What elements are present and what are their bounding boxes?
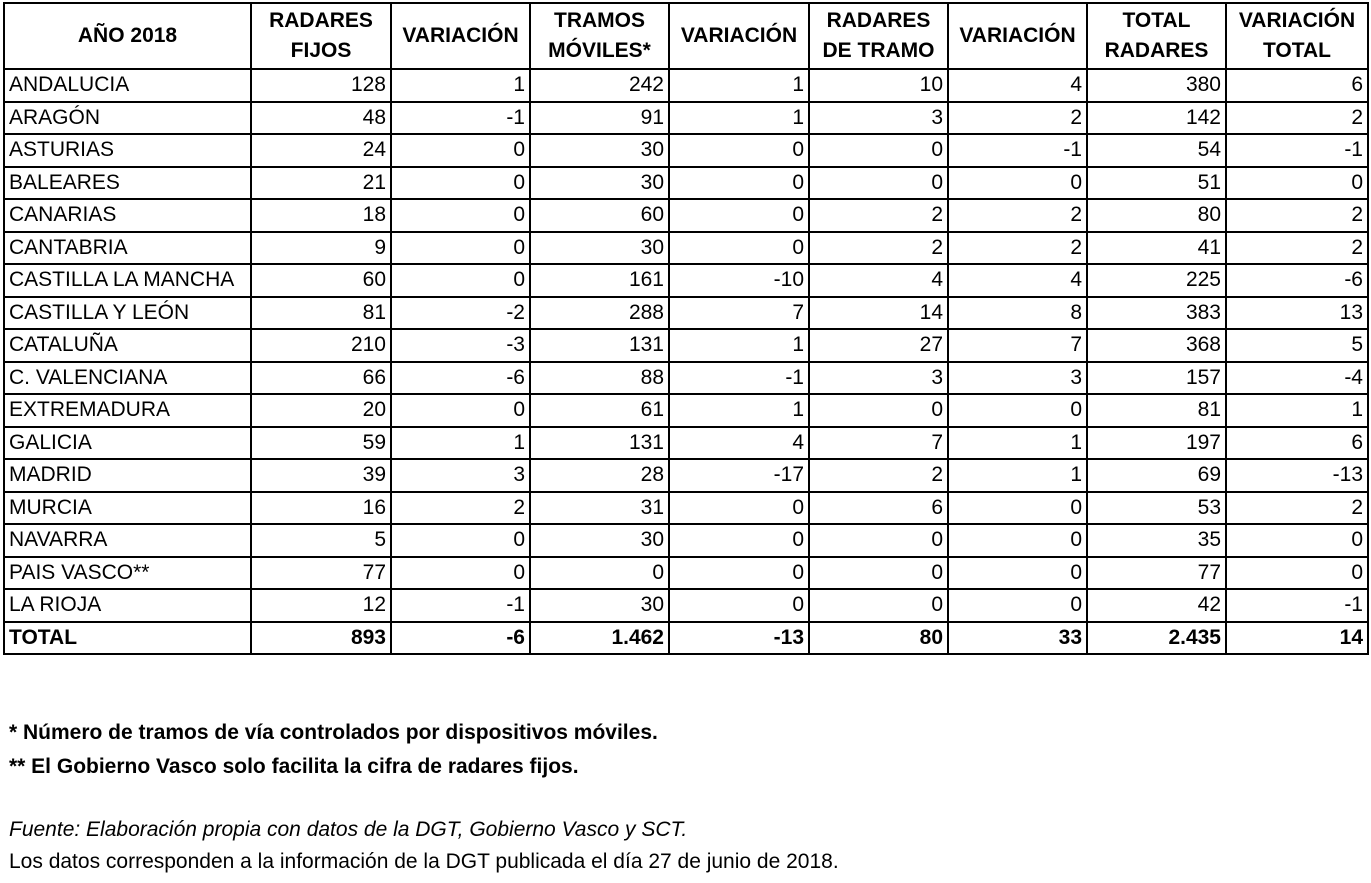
region-cell: CATALUÑA [4,329,251,362]
table-row [4,524,1368,557]
value-cell: 2.435 [1087,622,1226,655]
value-cell: 0 [948,394,1087,427]
column-header [1087,3,1226,69]
table-row [4,557,1368,590]
value-cell: 131 [530,329,669,362]
value-cell: 42 [1087,589,1226,622]
column-header-line: VARIACIÓN [680,24,798,47]
region-cell: GALICIA [4,427,251,460]
value-cell: 1 [669,394,809,427]
column-header-line: RADARES [826,9,931,32]
table-row [4,102,1368,135]
value-cell: 60 [530,199,669,232]
value-cell: 2 [1226,232,1368,265]
value-cell: 0 [530,557,669,590]
column-header-line: TOTAL [1262,39,1332,62]
column-header [1226,3,1368,69]
value-cell: 0 [669,492,809,525]
value-cell: 157 [1087,362,1226,395]
value-cell: 27 [809,329,948,362]
value-cell: 2 [809,459,948,492]
table-row [4,589,1368,622]
table-row [4,199,1368,232]
value-cell: 0 [948,557,1087,590]
value-cell: 1 [391,69,530,102]
value-cell: 77 [1087,557,1226,590]
value-cell: 0 [669,134,809,167]
region-cell: BALEARES [4,167,251,200]
value-cell: 3 [809,362,948,395]
value-cell: 1 [1226,394,1368,427]
column-header-line: TOTAL [1122,9,1191,32]
value-cell: 60 [251,264,391,297]
value-cell: 80 [1087,199,1226,232]
value-cell: 59 [251,427,391,460]
column-header [530,3,669,69]
value-cell: 66 [251,362,391,395]
value-cell: 30 [530,134,669,167]
value-cell: 3 [948,362,1087,395]
table-row [4,264,1368,297]
value-cell: 5 [1226,329,1368,362]
value-cell: 1 [669,329,809,362]
total-row [4,622,1368,655]
region-cell: LA RIOJA [4,589,251,622]
value-cell: 6 [1226,427,1368,460]
value-cell: -1 [391,589,530,622]
footnote-basque-government: ** El Gobierno Vasco solo facilita la cifra de radares fijos. [9,755,579,778]
value-cell: -1 [1226,589,1368,622]
value-cell: -6 [391,622,530,655]
value-cell: 0 [948,167,1087,200]
value-cell: -10 [669,264,809,297]
value-cell: -6 [1226,264,1368,297]
value-cell: 51 [1087,167,1226,200]
value-cell: 0 [669,199,809,232]
value-cell: 368 [1087,329,1226,362]
value-cell: 225 [1087,264,1226,297]
value-cell: 0 [391,199,530,232]
table-header [4,3,1368,69]
table-row [4,167,1368,200]
value-cell: 2 [1226,102,1368,135]
value-cell: -1 [948,134,1087,167]
column-header [809,3,948,69]
value-cell: -2 [391,297,530,330]
radar-table [3,2,1369,655]
table-body [4,69,1368,654]
region-cell: EXTREMADURA [4,394,251,427]
value-cell: 3 [809,102,948,135]
value-cell: 10 [809,69,948,102]
value-cell: 20 [251,394,391,427]
table-row [4,329,1368,362]
value-cell: 1.462 [530,622,669,655]
column-header [391,3,530,69]
column-header-line: MÓVILES* [548,39,651,62]
value-cell: 77 [251,557,391,590]
value-cell: -13 [669,622,809,655]
column-header-line: VARIACIÓN [959,24,1076,47]
value-cell: 3 [391,459,530,492]
value-cell: 88 [530,362,669,395]
value-cell: 30 [530,232,669,265]
column-header [4,3,251,69]
value-cell: 0 [391,557,530,590]
value-cell: 2 [1226,199,1368,232]
region-cell: CANARIAS [4,199,251,232]
value-cell: 4 [948,69,1087,102]
value-cell: 0 [391,134,530,167]
value-cell: 0 [809,134,948,167]
value-cell: 4 [809,264,948,297]
region-cell: MURCIA [4,492,251,525]
value-cell: 7 [948,329,1087,362]
value-cell: 4 [669,427,809,460]
value-cell: -1 [669,362,809,395]
value-cell: 0 [391,232,530,265]
value-cell: 41 [1087,232,1226,265]
value-cell: 2 [809,232,948,265]
region-cell: CANTABRIA [4,232,251,265]
value-cell: 14 [809,297,948,330]
value-cell: 81 [1087,394,1226,427]
table-row [4,69,1368,102]
table-row [4,232,1368,265]
source-note: Fuente: Elaboración propia con datos de la DGT, Gobierno Vasco y SCT. [9,818,688,841]
header-row [4,3,1368,69]
value-cell: 1 [948,459,1087,492]
value-cell: 54 [1087,134,1226,167]
value-cell: 0 [1226,524,1368,557]
column-header [251,3,391,69]
value-cell: 128 [251,69,391,102]
value-cell: 91 [530,102,669,135]
column-header-line: VARIACIÓN [402,24,519,47]
region-cell: MADRID [4,459,251,492]
table-row [4,134,1368,167]
value-cell: 48 [251,102,391,135]
value-cell: 0 [669,167,809,200]
value-cell: 0 [391,167,530,200]
value-cell: 30 [530,589,669,622]
value-cell: 2 [948,199,1087,232]
region-cell: TOTAL [4,622,251,655]
table-row [4,297,1368,330]
value-cell: 39 [251,459,391,492]
value-cell: 4 [948,264,1087,297]
region-cell: ARAGÓN [4,102,251,135]
value-cell: 30 [530,167,669,200]
value-cell: 242 [530,69,669,102]
column-header-line: FIJOS [290,39,352,62]
value-cell: 21 [251,167,391,200]
value-cell: 0 [948,589,1087,622]
value-cell: 0 [1226,167,1368,200]
column-header-line: AÑO 2018 [77,24,178,47]
column-header-line: RADARES [269,9,373,32]
value-cell: 69 [1087,459,1226,492]
region-cell: ANDALUCIA [4,69,251,102]
value-cell: 0 [948,524,1087,557]
value-cell: 0 [669,524,809,557]
value-cell: 2 [948,232,1087,265]
date-note: Los datos corresponden a la información de la DGT publicada el día 27 de junio de 2018. [9,850,839,873]
column-header-line: TRAMOS [554,9,645,32]
value-cell: 0 [391,394,530,427]
value-cell: 2 [391,492,530,525]
value-cell: 12 [251,589,391,622]
value-cell: 80 [809,622,948,655]
value-cell: 13 [1226,297,1368,330]
value-cell: 35 [1087,524,1226,557]
value-cell: 197 [1087,427,1226,460]
value-cell: 161 [530,264,669,297]
value-cell: 893 [251,622,391,655]
value-cell: -3 [391,329,530,362]
value-cell: 18 [251,199,391,232]
value-cell: 0 [669,589,809,622]
region-cell: C. VALENCIANA [4,362,251,395]
value-cell: -1 [1226,134,1368,167]
table-row [4,459,1368,492]
value-cell: 7 [669,297,809,330]
value-cell: -1 [391,102,530,135]
region-cell: CASTILLA LA MANCHA [4,264,251,297]
value-cell: 0 [391,524,530,557]
value-cell: 0 [669,232,809,265]
value-cell: 5 [251,524,391,557]
value-cell: 0 [809,557,948,590]
value-cell: 1 [669,69,809,102]
value-cell: 380 [1087,69,1226,102]
value-cell: -6 [391,362,530,395]
value-cell: 0 [669,557,809,590]
table-row [4,394,1368,427]
value-cell: 210 [251,329,391,362]
table-row [4,492,1368,525]
value-cell: -4 [1226,362,1368,395]
value-cell: 0 [809,524,948,557]
value-cell: 1 [391,427,530,460]
value-cell: 31 [530,492,669,525]
value-cell: 142 [1087,102,1226,135]
value-cell: -17 [669,459,809,492]
value-cell: 30 [530,524,669,557]
value-cell: 131 [530,427,669,460]
value-cell: 28 [530,459,669,492]
region-cell: CASTILLA Y LEÓN [4,297,251,330]
value-cell: 0 [809,167,948,200]
value-cell: 7 [809,427,948,460]
notes [9,716,839,878]
value-cell: 0 [1226,557,1368,590]
value-cell: 6 [809,492,948,525]
value-cell: 0 [809,589,948,622]
table-row [4,362,1368,395]
value-cell: -13 [1226,459,1368,492]
value-cell: 383 [1087,297,1226,330]
value-cell: 8 [948,297,1087,330]
value-cell: 2 [948,102,1087,135]
column-header [948,3,1087,69]
column-header-line: VARIACIÓN [1238,9,1356,32]
value-cell: 0 [809,394,948,427]
value-cell: 53 [1087,492,1226,525]
value-cell: 6 [1226,69,1368,102]
value-cell: 288 [530,297,669,330]
value-cell: 61 [530,394,669,427]
region-cell: PAIS VASCO** [4,557,251,590]
value-cell: 24 [251,134,391,167]
value-cell: 1 [669,102,809,135]
value-cell: 0 [948,492,1087,525]
value-cell: 0 [391,264,530,297]
region-cell: NAVARRA [4,524,251,557]
value-cell: 81 [251,297,391,330]
value-cell: 16 [251,492,391,525]
value-cell: 14 [1226,622,1368,655]
table-row [4,427,1368,460]
value-cell: 33 [948,622,1087,655]
value-cell: 2 [1226,492,1368,525]
value-cell: 2 [809,199,948,232]
footnote-mobile-sections: * Número de tramos de vía controlados por dispositivos móviles. [9,721,658,744]
column-header-line: DE TRAMO [822,39,935,62]
value-cell: 1 [948,427,1087,460]
region-cell: ASTURIAS [4,134,251,167]
column-header [669,3,809,69]
value-cell: 9 [251,232,391,265]
column-header-line: RADARES [1104,39,1209,62]
